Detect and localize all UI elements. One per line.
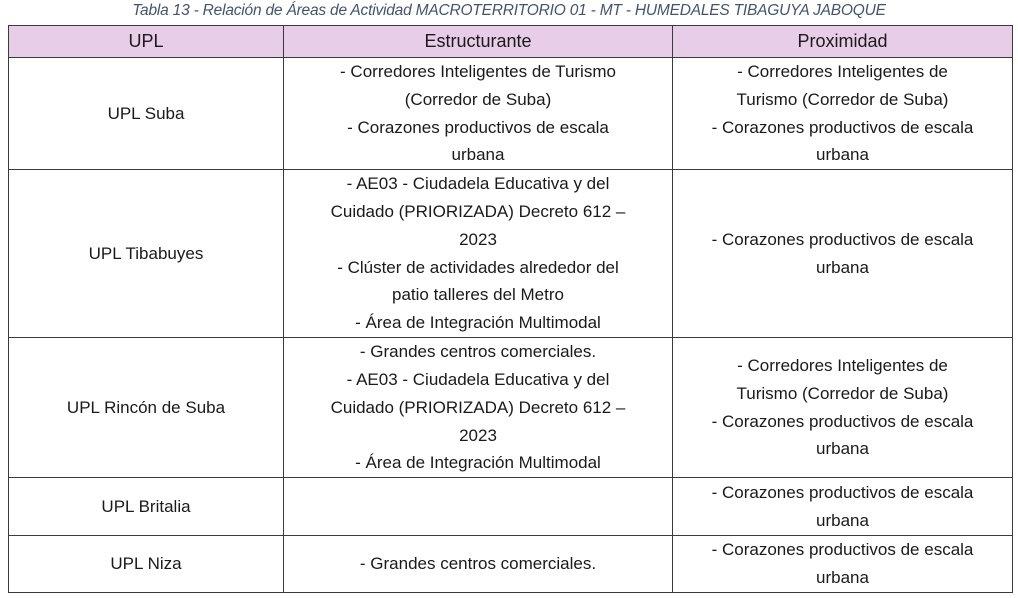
proximidad-line: urbana <box>816 439 869 459</box>
proximidad-line: urbana <box>816 567 869 587</box>
estructurante-cell <box>284 478 673 536</box>
proximidad-cell <box>673 338 1013 478</box>
estructurante-line: urbana <box>451 145 505 165</box>
header-estructurante: Estructurante <box>284 26 673 58</box>
upl-cell: UPL Tibabuyes <box>9 170 284 338</box>
proximidad-line: - Corredores Inteligentes de <box>737 62 948 81</box>
header-proximidad: Proximidad <box>673 26 1013 58</box>
estructurante-line: - Corazones productivos de escala <box>347 117 609 137</box>
proximidad-line: Turismo (Corredor de Suba) <box>736 383 949 403</box>
estructurante-line: (Corredor de Suba) <box>404 89 552 109</box>
estructurante-cell <box>284 170 673 338</box>
proximidad-cell <box>673 478 1013 536</box>
table-row <box>9 58 1013 170</box>
proximidad-line: urbana <box>816 510 869 530</box>
proximidad-line: urbana <box>816 257 869 277</box>
estructurante-line: - AE03 - Ciudadela Educativa y del <box>346 369 610 389</box>
upl-cell: UPL Suba <box>9 58 284 170</box>
proximidad-line: - Corazones productivos de escala <box>711 411 974 431</box>
activity-areas-table <box>8 25 1013 593</box>
estructurante-line: 2023 <box>459 425 497 445</box>
estructurante-line: patio talleres del Metro <box>392 285 564 305</box>
proximidad-line: - Corazones productivos de escala <box>711 540 974 560</box>
proximidad-cell <box>673 536 1013 593</box>
proximidad-cell <box>673 58 1013 170</box>
table-row <box>9 338 1013 478</box>
estructurante-line: - Corredores Inteligentes de Turismo <box>340 62 616 81</box>
estructurante-cell <box>284 338 673 478</box>
estructurante-line: - AE03 - Ciudadela Educativa y del <box>346 174 610 194</box>
table-row <box>9 170 1013 338</box>
upl-cell: UPL Britalia <box>9 478 284 536</box>
proximidad-line: - Corazones productivos de escala <box>711 482 974 502</box>
estructurante-line: - Grandes centros comerciales. <box>359 554 597 574</box>
estructurante-cell <box>284 58 673 170</box>
estructurante-line: - Grandes centros comerciales. <box>359 342 597 362</box>
proximidad-cell <box>673 170 1013 338</box>
estructurante-line: Cuidado (PRIORIZADA) Decreto 612 – <box>330 202 626 222</box>
upl-cell: UPL Rincón de Suba <box>9 338 284 478</box>
table-row <box>9 536 1013 593</box>
proximidad-line: - Corazones productivos de escala <box>711 117 974 137</box>
proximidad-line: Turismo (Corredor de Suba) <box>736 89 949 109</box>
header-upl: UPL <box>9 26 284 58</box>
estructurante-line: - Clúster de actividades alrededor del <box>337 257 619 277</box>
estructurante-cell <box>284 536 673 593</box>
proximidad-line: urbana <box>816 145 869 165</box>
table-row <box>9 478 1013 536</box>
table-caption: Tabla 13 - Relación de Áreas de Actividad MACROTERRITORIO 01 - MT - HUMEDALES TIBAGUYA JABOQUE <box>132 2 886 19</box>
header-row <box>9 26 1013 58</box>
estructurante-line: - Área de Integración Multimodal <box>355 313 601 333</box>
estructurante-line: 2023 <box>459 229 497 249</box>
estructurante-line: - Área de Integración Multimodal <box>355 453 601 473</box>
estructurante-line: Cuidado (PRIORIZADA) Decreto 612 – <box>330 397 626 417</box>
proximidad-line: - Corredores Inteligentes de <box>737 356 948 376</box>
proximidad-line: - Corazones productivos de escala <box>711 229 974 249</box>
upl-cell: UPL Niza <box>9 536 284 593</box>
